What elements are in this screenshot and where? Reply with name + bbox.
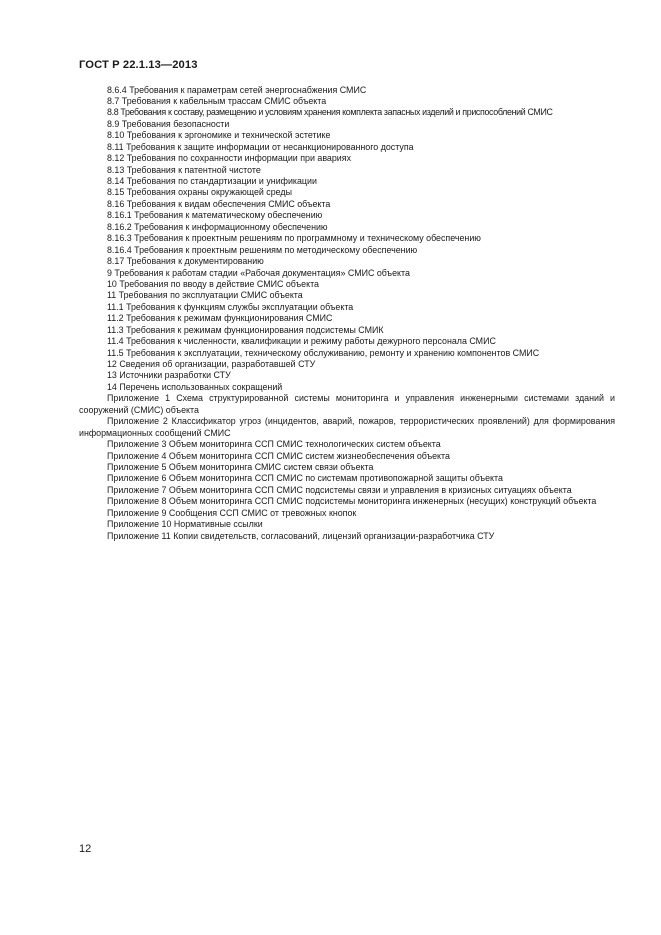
toc-entry: 12 Сведения об организации, разработавшей СТУ xyxy=(107,359,316,369)
appendix-entry: Приложение 2 Классификатор угроз (инцидентов, аварий, пожаров, террористических проявлений) для формирования информационных сообщений СМИС xyxy=(79,416,615,438)
appendix-entry: Приложение 7 Объем мониторинга ССП СМИС подсистемы связи и управления в кризисных ситуациях объекта xyxy=(107,484,572,495)
toc-entry: 11 Требования по эксплуатации СМИС объекта xyxy=(107,290,303,301)
toc-entry: 9 Требования к работам стадии «Рабочая документация» СМИС объекта xyxy=(107,267,410,278)
toc-entry: 13 Источники разработки СТУ xyxy=(107,370,231,381)
toc-entry: 8.8 Требования к составу, размещению и условиям хранения комплекта запасных изделий и приспособлений СМИС xyxy=(107,107,553,118)
appendix-entry: Приложение 11 Копии свидетельств, согласований, лицензий организации-разработчика СТУ xyxy=(107,530,495,541)
appendix-entry: Приложение 1 Схема структурированной системы мониторинга и управления инженерными системами зданий и сооружений (СМИС) объекта xyxy=(79,393,615,415)
toc-entry: 8.6.4 Требования к параметрам сетей энергоснабжения СМИС xyxy=(107,84,367,95)
toc-entry: 8.13 Требования к патентной чистоте xyxy=(107,164,261,175)
toc-entry: 14 Перечень использованных сокращений xyxy=(107,381,283,392)
appendix-entry: Приложение 6 Объем мониторинга ССП СМИС по системам противопожарной защиты объекта xyxy=(107,473,503,484)
toc-entry: 11.5 Требования к эксплуатации, техническому обслуживанию, ремонту и хранению компонентов СМИС xyxy=(107,347,540,358)
appendix-entry: Приложение 8 Объем мониторинга ССП СМИС подсистемы мониторинга инженерных (несущих) конструкций объекта xyxy=(107,496,597,507)
toc-entry: 8.12 Требования по сохранности информации при авариях xyxy=(107,153,352,164)
toc-entry: 8.14 Требования по стандартизации и унификации xyxy=(107,176,317,186)
appendix-entry: Приложение 10 Нормативные ссылки xyxy=(107,519,263,530)
table-of-contents xyxy=(79,85,615,543)
toc-entry: 11.3 Требования к режимам функционирования подсистемы СМИК xyxy=(107,324,384,335)
toc-entry: 8.16.2 Требования к информационному обеспечению xyxy=(107,221,328,232)
toc-entry: 8.16.3 Требования к проектным решениям по программному и техническому обеспечению xyxy=(107,233,481,244)
toc-entry: 8.10 Требования к эргономике и технической эстетике xyxy=(107,130,331,141)
toc-entry: 8.16 Требования к видам обеспечения СМИС объекта xyxy=(107,198,331,209)
toc-entry: 8.16.4 Требования к проектным решениям по методическому обеспечению xyxy=(107,244,418,255)
toc-entry: 11.2 Требования к режимам функционирования СМИС xyxy=(107,313,333,324)
toc-entry: 8.17 Требования к документированию xyxy=(107,256,264,267)
toc-entry: 8.7 Требования к кабельным трассам СМИС объекта xyxy=(107,95,327,106)
toc-entry: 11.4 Требования к численности, квалификации и режиму работы дежурного персонала СМИС xyxy=(107,336,496,347)
toc-entry: 8.11 Требования к защите информации от несанкционированного доступа xyxy=(107,141,414,152)
toc-entry: 8.15 Требования охраны окружающей среды xyxy=(107,187,292,198)
page-number: 12 xyxy=(79,843,92,855)
appendix-entry: Приложение 9 Сообщения ССП СМИС от тревожных кнопок xyxy=(107,507,357,518)
appendix-entry: Приложение 3 Объем мониторинга ССП СМИС технологических систем объекта xyxy=(107,439,441,450)
toc-entry: 11.1 Требования к функциям службы эксплуатации объекта xyxy=(107,301,354,312)
appendix-entry: Приложение 4 Объем мониторинга ССП СМИС систем жизнеобеспечения объекта xyxy=(107,450,450,461)
toc-entry: 8.16.1 Требования к математическому обеспечению xyxy=(107,210,323,221)
toc-entry: 10 Требования по вводу в действие СМИС объекта xyxy=(107,278,319,289)
appendix-entry: Приложение 5 Объем мониторинга СМИС систем связи объекта xyxy=(107,462,374,472)
toc-entry: 8.9 Требования безопасности xyxy=(107,118,230,129)
document-header: ГОСТ Р 22.1.13—2013 xyxy=(79,59,198,71)
